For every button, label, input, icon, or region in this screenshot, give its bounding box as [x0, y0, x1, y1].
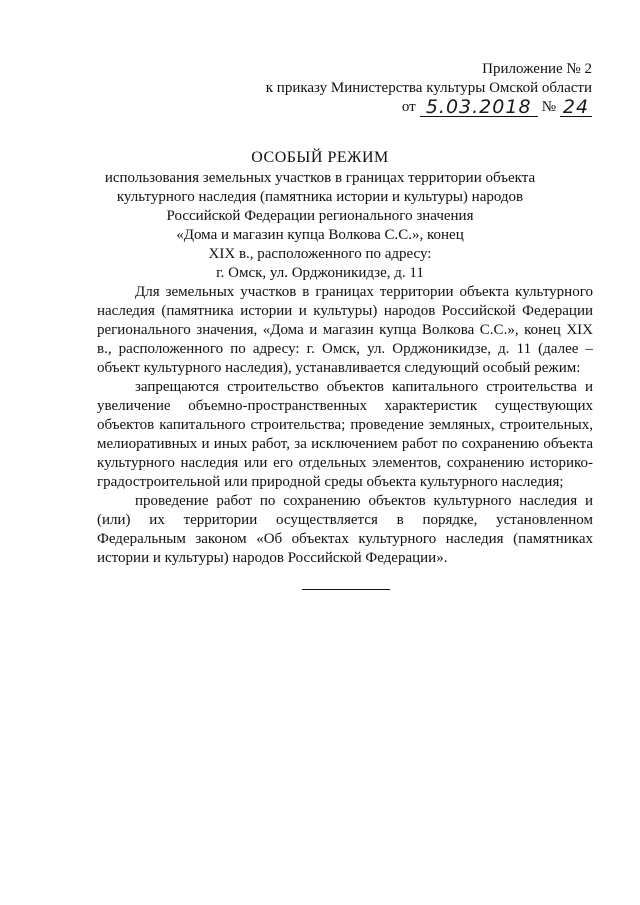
title-line: XIX в., расположенного по адресу: [208, 246, 432, 262]
title-line: г. Омск, ул. Орджоникидзе, д. 11 [216, 265, 424, 281]
body-text [97, 283, 593, 568]
number-blank [560, 98, 592, 117]
appendix-header [266, 60, 592, 117]
title-line: использования земельных участков в границах территории объекта [104, 170, 536, 186]
title-line: Российской Федерации регионального значения [166, 208, 474, 224]
title-line: «Дома и магазин купца Волкова С.С.», конец [176, 227, 464, 243]
body-paragraph: Для земельных участков в границах территории объекта культурного наследия (памятника истории и культуры) народов Российской Федерации регионального значения, «Дома и магазин купца Волкова С.С.», конец XIX в., расположенного по адресу: г. Омск, ул. Орджоникидзе, д. 11 (далее – объект культурного наследия), устанавливается следующий особый режим: [97, 284, 593, 376]
number-label: № [541, 99, 556, 115]
title-line: культурного наследия (памятника истории и культуры) народов [116, 189, 524, 205]
body-paragraph: проведение работ по сохранению объектов культурного наследия и (или) их территории осуществляется в порядке, установленном Федеральным законом «Об объектах культурного наследия (памятниках истории и культуры) народов Российской Федерации». [97, 493, 593, 566]
handwritten-number: 24 [562, 96, 590, 118]
appendix-label: Приложение № 2 [482, 61, 592, 77]
order-caption: к приказу Министерства культуры Омской области [265, 80, 592, 96]
handwritten-date: 5.03.2018 [425, 96, 532, 118]
date-prefix: от [401, 99, 416, 115]
date-blank [420, 98, 538, 117]
document-title: ОСОБЫЙ РЕЖИМ [251, 149, 389, 166]
body-paragraph: запрещаются строительство объектов капитального строительства и увеличение объемно-пространственных характеристик существующих объектов капитального строительства; проведение земляных, строительных, мелиоративных и иных работ, за исключением работ по сохранению объекта культурного наследия или его отдельных элементов, сохранению историко-градостроительной или природной среды объекта культурного наследия; [97, 379, 593, 490]
title-block [60, 148, 580, 283]
order-date-number-line [266, 98, 592, 117]
closing-separator-line [302, 589, 390, 590]
